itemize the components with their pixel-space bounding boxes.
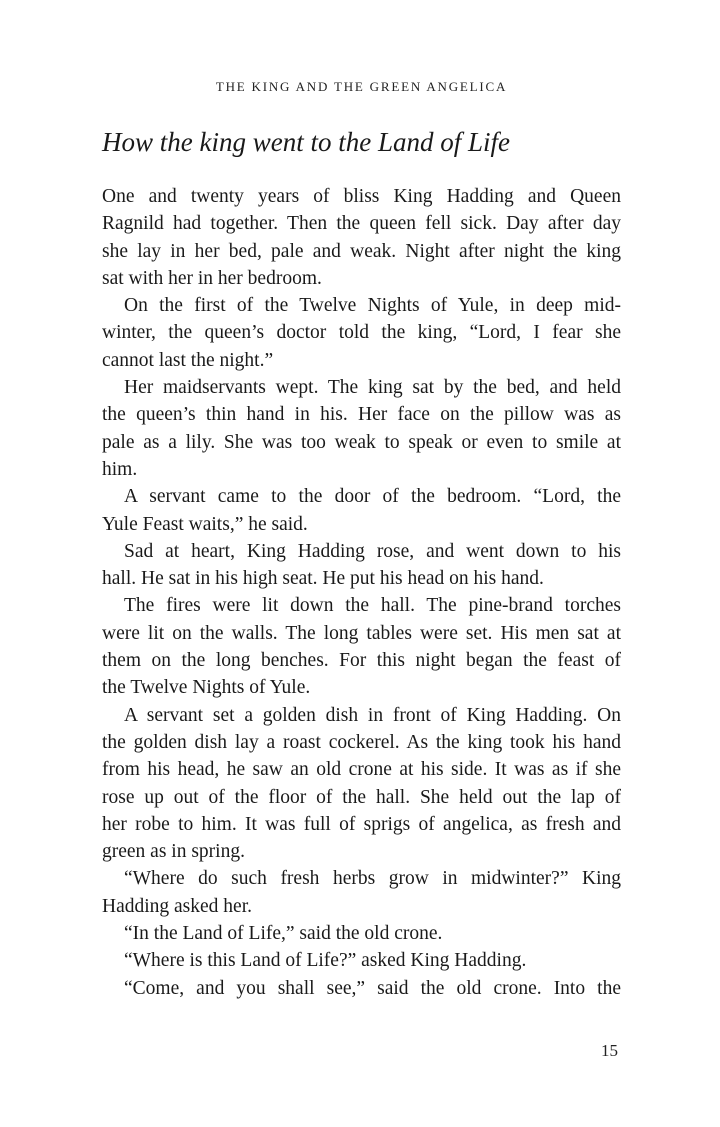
text-line: The fires were lit down the hall. The pine-brand torches <box>124 595 621 617</box>
text-line: Hadding asked her. <box>102 895 253 917</box>
text-line: were lit on the walls. The long tables were set. His men sat at <box>102 622 621 644</box>
text-line: “Where is this Land of Life?” asked King Hadding. <box>124 950 527 972</box>
text-line: Ragnild had together. Then the queen fell sick. Day after day <box>102 213 621 235</box>
text-line: On the first of the Twelve Nights of Yule, in deep mid- <box>124 295 621 317</box>
text-line: the golden dish lay a roast cockerel. As the king took his hand <box>102 731 621 753</box>
running-head: THE KING AND THE GREEN ANGELICA <box>215 79 508 94</box>
text-line: her robe to him. It was full of sprigs of angelica, as fresh and <box>102 813 621 835</box>
text-line: A servant set a golden dish in front of King Hadding. On <box>124 704 621 726</box>
text-line: green as in spring. <box>102 841 245 863</box>
text-line: hall. He sat in his high seat. He put his head on his hand. <box>102 568 544 590</box>
text-line: “In the Land of Life,” said the old crone. <box>124 923 443 945</box>
text-line: pale as a lily. She was too weak to speak or even to smile at <box>102 431 621 453</box>
text-line: cannot last the night.” <box>102 349 274 371</box>
text-line: rose up out of the floor of the hall. She held out the lap of <box>102 786 621 808</box>
text-line: Her maidservants wept. The king sat by the bed, and held <box>124 377 621 399</box>
text-line: One and twenty years of bliss King Hadding and Queen <box>102 186 621 207</box>
text-line: them on the long benches. For this night began the feast of <box>102 650 621 672</box>
chapter-title: How the king went to the Land of Life <box>102 127 510 157</box>
text-line: “Come, and you shall see,” said the old crone. Into the <box>124 977 621 999</box>
text-line: she lay in her bed, pale and weak. Night after night the king <box>102 240 621 262</box>
text-line: Yule Feast waits,” he said. <box>102 513 308 535</box>
text-line: Sad at heart, King Hadding rose, and went down to his <box>124 540 621 562</box>
text-line: from his head, he saw an old crone at his side. It was as if she <box>102 759 621 781</box>
text-line: the Twelve Nights of Yule. <box>102 677 311 699</box>
text-line: sat with her in her bedroom. <box>102 267 322 289</box>
text-line: “Where do such fresh herbs grow in midwinter?” King <box>124 868 621 890</box>
body-text <box>102 183 621 1002</box>
text-line: A servant came to the door of the bedroom. “Lord, the <box>124 486 621 508</box>
page-number: 15 <box>601 1041 618 1060</box>
text-line: winter, the queen’s doctor told the king, “Lord, I fear she <box>102 322 621 344</box>
text-line: the queen’s thin hand in his. Her face on the pillow was as <box>102 404 621 426</box>
text-line: him. <box>102 458 138 480</box>
